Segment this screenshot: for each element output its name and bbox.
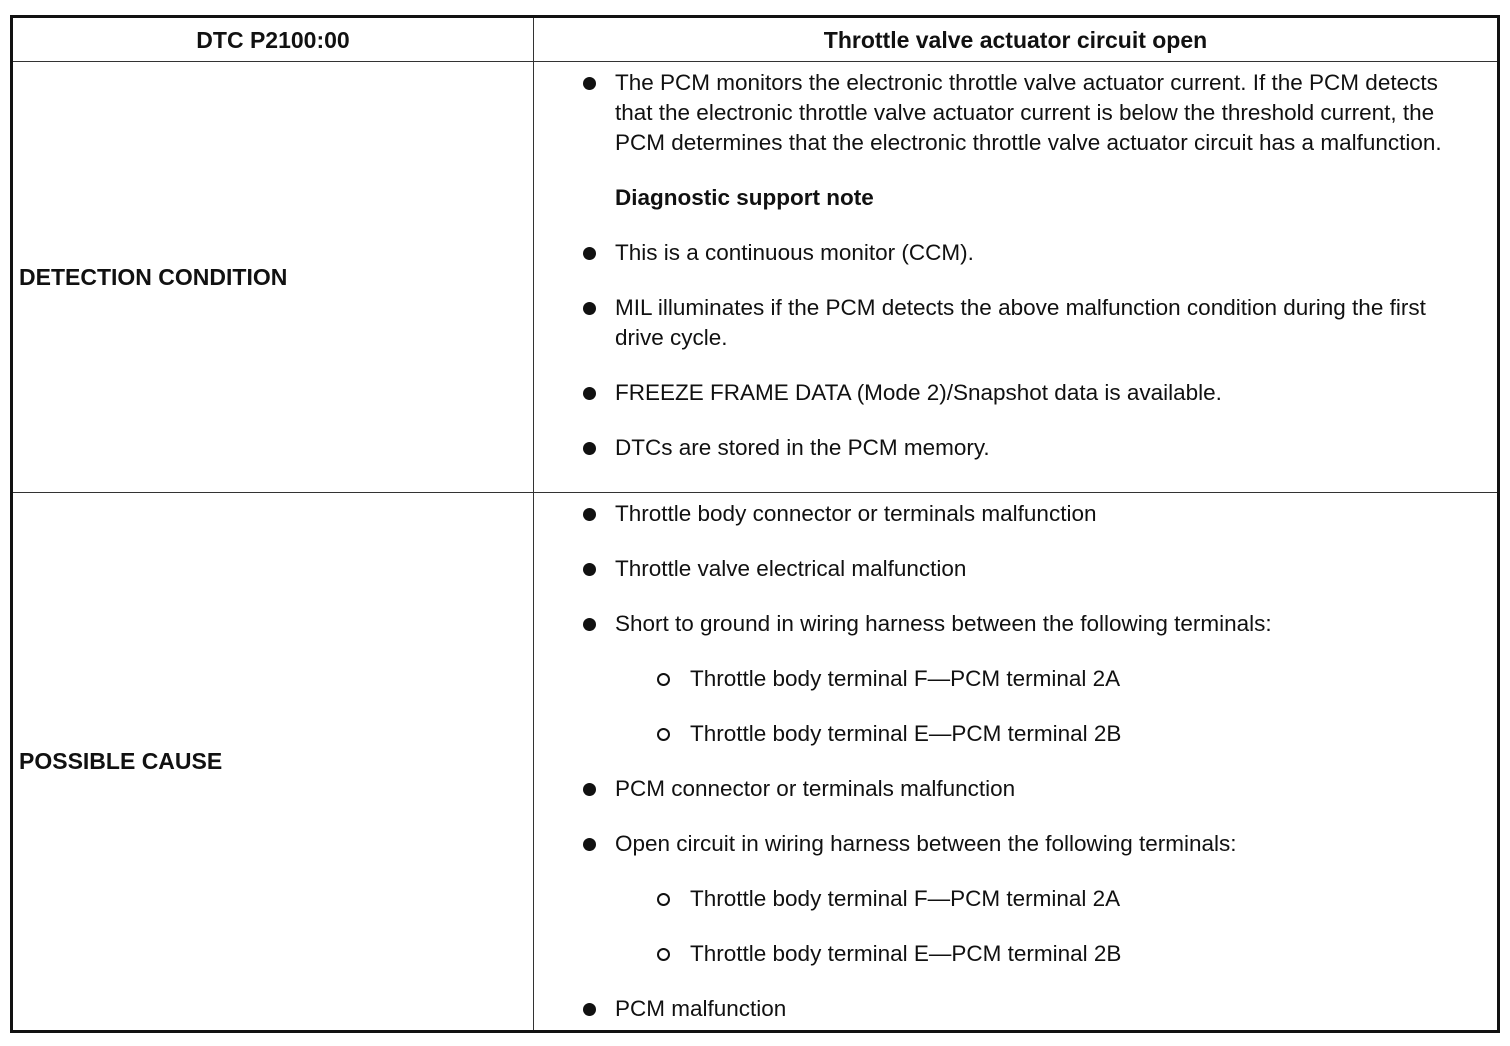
dtc-table: [10, 15, 1500, 1033]
cause-row: [12, 493, 1499, 1032]
possible-cause-content: [534, 493, 1499, 1032]
detection-list: [534, 68, 1477, 463]
detection-row: [12, 62, 1499, 493]
dtc-code-heading: DTC P2100:00: [12, 17, 534, 62]
cause-item: PCM malfunction: [534, 994, 1477, 1024]
cause-item: Short to ground in wiring harness between the following terminals:: [534, 609, 1477, 639]
cause-item: Throttle body connector or terminals malfunction: [534, 499, 1477, 529]
cause-item-sub-item: Throttle body terminal F—PCM terminal 2A: [534, 664, 1477, 694]
detection-item: FREEZE FRAME DATA (Mode 2)/Snapshot data is available.: [534, 378, 1477, 408]
possible-cause-label: POSSIBLE CAUSE: [12, 493, 534, 1032]
detection-item: This is a continuous monitor (CCM).: [534, 238, 1477, 268]
detection-condition-label: DETECTION CONDITION: [12, 62, 534, 493]
cause-item-sub-item: Throttle body terminal F—PCM terminal 2A: [534, 884, 1477, 914]
cause-item: Open circuit in wiring harness between the following terminals:: [534, 829, 1477, 859]
cause-list: [534, 499, 1477, 1024]
cause-item: Throttle valve electrical malfunction: [534, 554, 1477, 584]
support-note-heading: Diagnostic support note: [615, 185, 874, 210]
cause-item: PCM connector or terminals malfunction: [534, 774, 1477, 804]
dtc-title-heading: Throttle valve actuator circuit open: [534, 17, 1499, 62]
cause-item-sub-item: Throttle body terminal E—PCM terminal 2B: [534, 719, 1477, 749]
detection-item: The PCM monitors the electronic throttle valve actuator current. If the PCM detects that the electronic throttle valve actuator current is below the threshold current, the PCM determines that the electronic throttle valve actuator circuit has a malfunction.: [534, 68, 1477, 158]
detection-item: MIL illuminates if the PCM detects the above malfunction condition during the first drive cycle.: [534, 293, 1477, 353]
detection-item: DTCs are stored in the PCM memory.: [534, 433, 1477, 463]
cause-item-sub-item: Throttle body terminal E—PCM terminal 2B: [534, 939, 1477, 969]
detection-condition-content: [534, 62, 1499, 493]
header-row: [12, 17, 1499, 62]
